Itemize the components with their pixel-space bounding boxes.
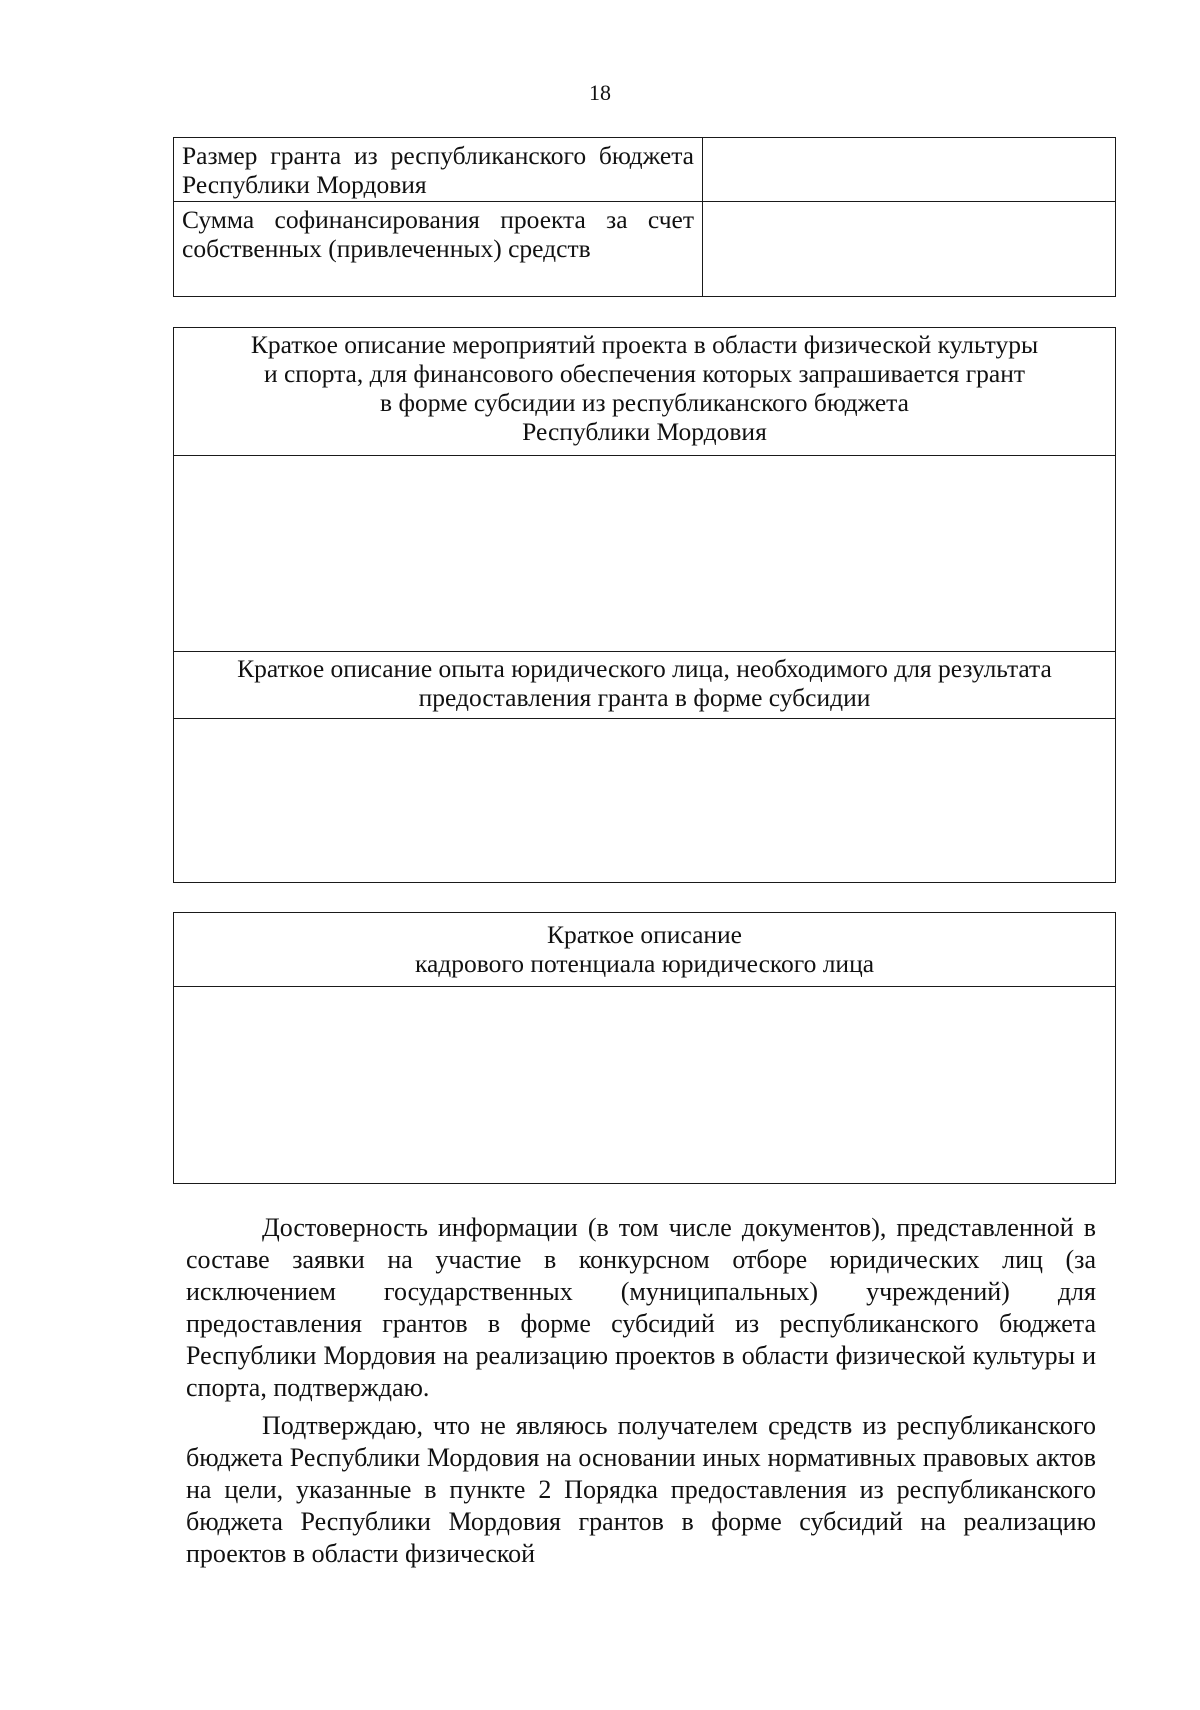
project-activities-heading — [174, 328, 1116, 456]
page-number: 18 — [589, 80, 611, 105]
grant-size-label: Размер гранта из республиканского бюджета Республики Мордовия — [174, 138, 703, 202]
table-row — [174, 652, 1116, 719]
table-row — [174, 138, 1116, 202]
heading-line: кадрового потенциала юридического лица — [414, 949, 875, 978]
table-row — [174, 456, 1116, 652]
staff-potential-heading — [174, 913, 1116, 987]
grant-amount-table — [173, 137, 1116, 297]
cofinancing-label: Сумма софинансирования проекта за счет собственных (привлеченных) средств — [174, 202, 703, 297]
staff-potential-table — [173, 912, 1116, 1184]
legal-entity-experience-heading — [174, 652, 1116, 719]
heading-line: предоставления гранта в форме субсидии — [418, 683, 871, 712]
reliability-confirmation-paragraph: Достоверность информации (в том числе документов), представленной в составе заявки на участие в конкурсном отборе юридических лиц (за исключением государственных (муниципальных) учреждений) для предоставления грантов в форме субсидий из республиканского бюджета Республики Мордовия на реализацию проектов в области физической культуры и спорта, подтверждаю. — [186, 1213, 1096, 1402]
project-activities-table — [173, 327, 1116, 883]
non-recipient-confirmation-paragraph: Подтверждаю, что не являюсь получателем средств из республиканского бюджета Республики Мордовия на основании иных нормативных правовых актов на цели, указанные в пункте 2 Порядка предоставления из республиканского бюджета Республики Мордовия грантов в форме субсидий на реализацию проектов в области физической — [186, 1411, 1096, 1568]
heading-line: Республики Мордовия — [522, 417, 767, 446]
heading-line: Краткое описание опыта юридического лица, необходимого для результата — [237, 654, 1052, 683]
grant-size-value-cell[interactable] — [703, 138, 1116, 202]
table-row — [174, 202, 1116, 297]
table-row — [174, 719, 1116, 883]
cofinancing-value-cell[interactable] — [703, 202, 1116, 297]
table-row — [174, 328, 1116, 456]
table-row — [174, 913, 1116, 987]
table-row — [174, 987, 1116, 1184]
heading-line: в форме субсидии из республиканского бюджета — [380, 388, 909, 417]
heading-line: Краткое описание мероприятий проекта в области физической культуры — [250, 330, 1039, 359]
legal-entity-experience-content-cell[interactable] — [174, 719, 1116, 883]
heading-line: и спорта, для финансового обеспечения которых запрашивается грант — [263, 359, 1026, 388]
project-activities-content-cell[interactable] — [174, 456, 1116, 652]
heading-line: Краткое описание — [546, 920, 742, 949]
staff-potential-content-cell[interactable] — [174, 987, 1116, 1184]
